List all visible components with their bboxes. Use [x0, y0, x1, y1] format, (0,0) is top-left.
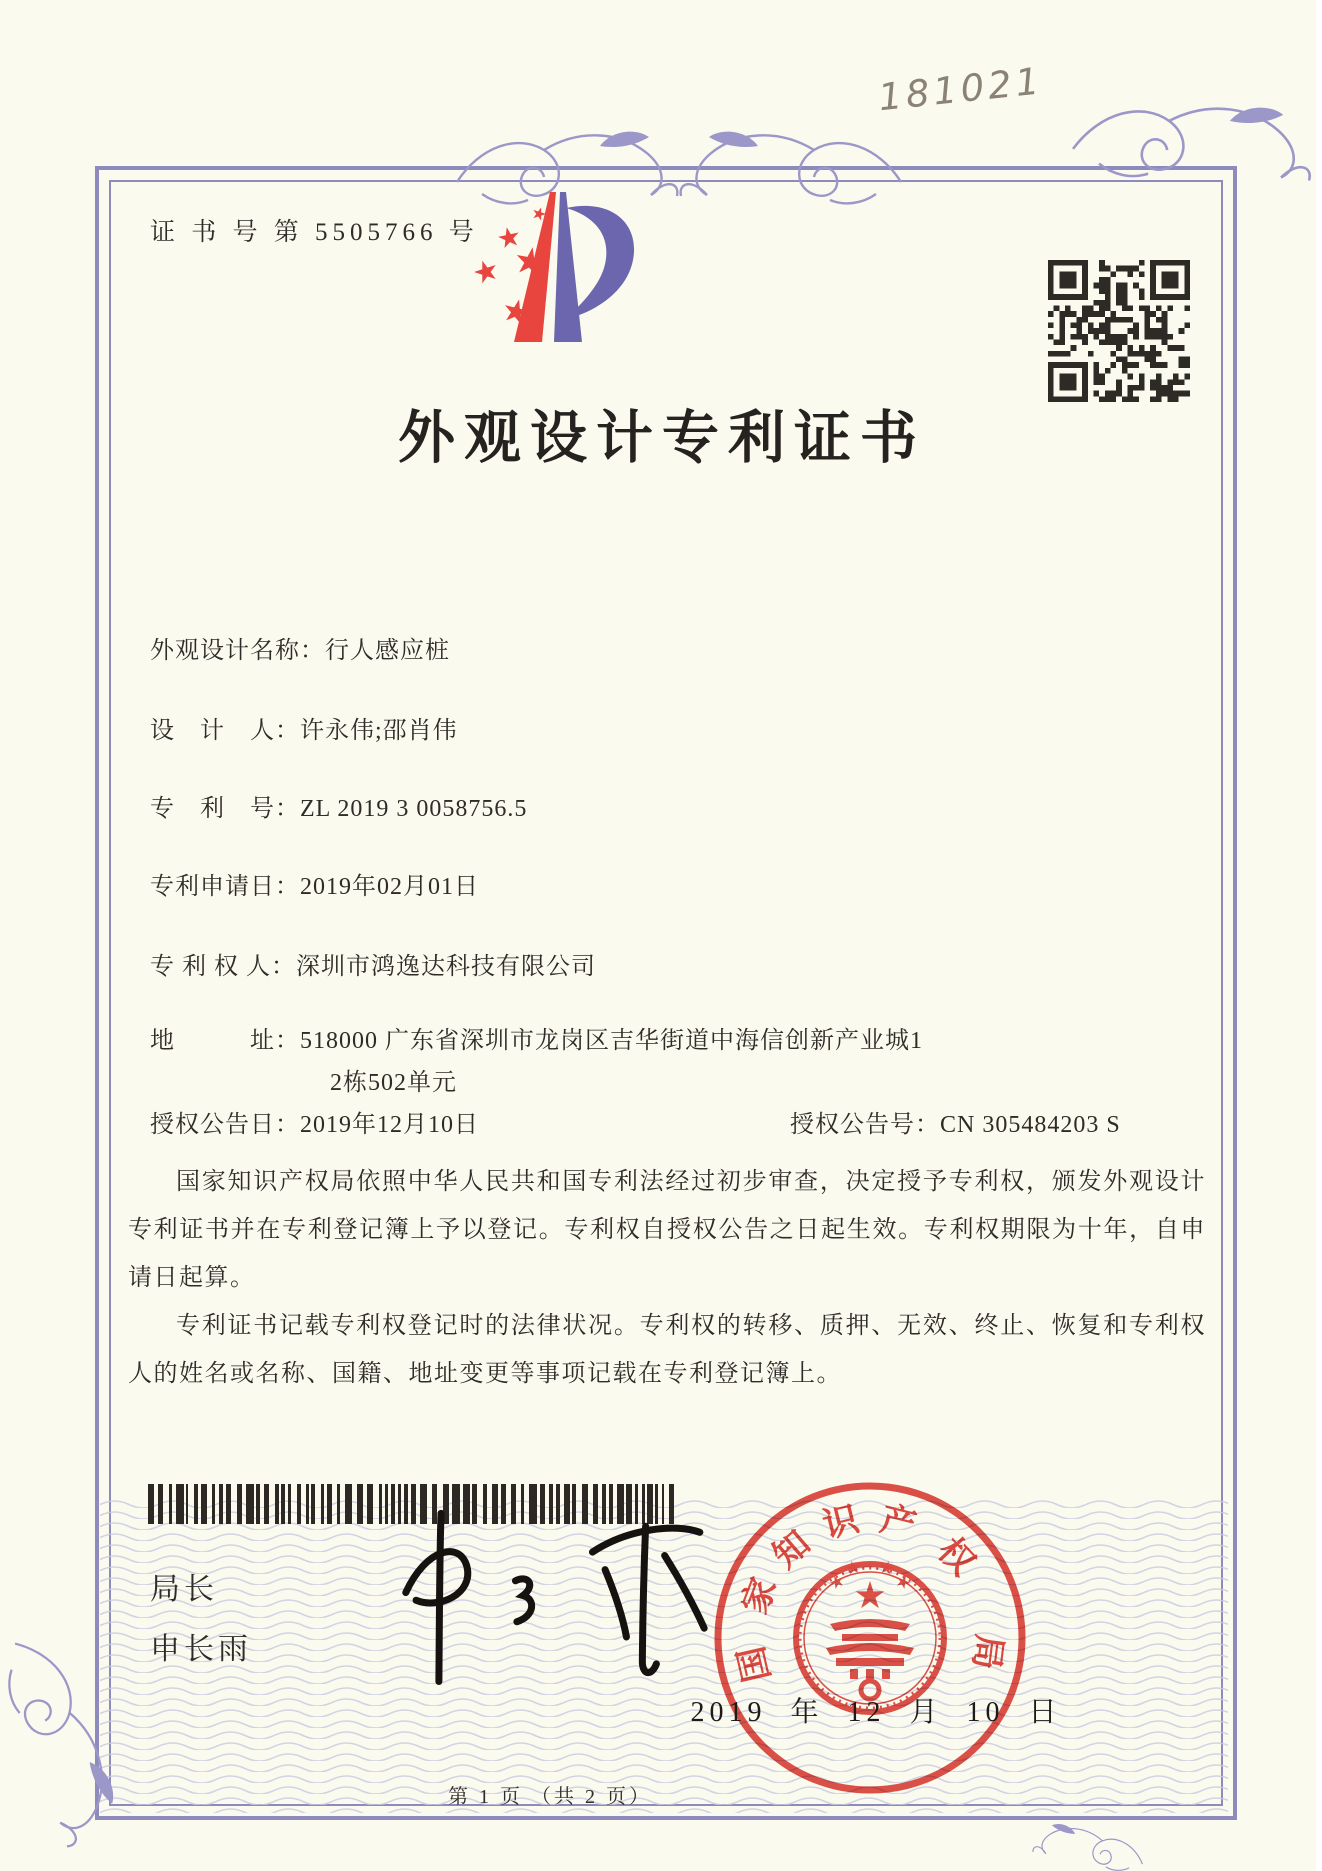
director-title: 局长 [150, 1573, 218, 1606]
field-value: 518000 广东省深圳市龙岗区吉华街道中海信创新产业城1 [300, 1028, 923, 1054]
clipped-text-fragment [515, 1857, 735, 1867]
seal-char: 家 [735, 1572, 785, 1620]
seal-char: 权 [930, 1530, 983, 1583]
field-label: 专 利 号： [150, 796, 300, 822]
seal-char: 知 [765, 1523, 818, 1576]
field-value-grant-number: CN 305484203 S [940, 1112, 1121, 1138]
legal-text [128, 1158, 1206, 1398]
field-value: 2019年12月10日 [300, 1112, 479, 1138]
field-application-date [150, 866, 1210, 901]
field-grant-info [150, 1104, 1210, 1139]
field-label: 专利申请日： [150, 874, 300, 900]
qr-code [1048, 260, 1190, 402]
field-address-line2: 2栋502单元 [330, 1070, 457, 1096]
field-value: 行人感应桩 [325, 638, 450, 664]
official-seal [710, 1478, 1030, 1798]
legal-paragraph-1: 国家知识产权局依照中华人民共和国专利法经过初步审查，决定授予专利权，颁发外观设计专利证书并在专利登记簿上予以登记。专利权自授权公告之日起生效。专利权期限为十年，自申请日起算。 [128, 1169, 1206, 1291]
certificate-title: 外观设计专利证书 [398, 407, 926, 470]
cnipa-patent-logo-icon [466, 186, 644, 352]
field-label: 专 利 权 人： [150, 954, 296, 980]
field-value: 2019年02月01日 [300, 874, 479, 900]
seal-char: 局 [966, 1632, 1009, 1672]
field-label: 授权公告日： [150, 1112, 300, 1138]
field-label: 设 计 人： [150, 718, 300, 744]
field-designer [150, 710, 1210, 745]
field-label: 地 址： [150, 1028, 300, 1054]
field-label-grant-number: 授权公告号： [790, 1112, 940, 1138]
page-number: 第 1 页 （共 2 页） [448, 1786, 652, 1808]
field-patentee [150, 946, 1210, 981]
field-patent-number [150, 788, 1210, 823]
field-value: 深圳市鸿逸达科技有限公司 [296, 954, 596, 980]
seal-char: 国 [731, 1642, 778, 1686]
director-name: 申长雨 [150, 1633, 252, 1666]
field-design-name [150, 630, 1210, 665]
seal-date: 2019 年 12 月 10 日 [690, 1697, 1062, 1728]
seal-char: 识 [819, 1499, 863, 1546]
legal-paragraph-2: 专利证书记载专利权登记时的法律状况。专利权的转移、质押、无效、终止、恢复和专利权人的姓名或名称、国籍、地址变更等事项记载在专利登记簿上。 [128, 1313, 1206, 1387]
field-value: ZL 2019 3 0058756.5 [300, 796, 528, 822]
handwritten-number: 181021 [876, 59, 1046, 120]
seal-char: 产 [876, 1499, 920, 1546]
director-signature [348, 1492, 728, 1702]
certificate-number: 证 书 号 第 5505766 号 [150, 219, 479, 246]
field-label: 外观设计名称： [150, 638, 325, 664]
field-value: 许永伟;邵肖伟 [300, 718, 458, 744]
field-address [150, 1020, 1210, 1055]
